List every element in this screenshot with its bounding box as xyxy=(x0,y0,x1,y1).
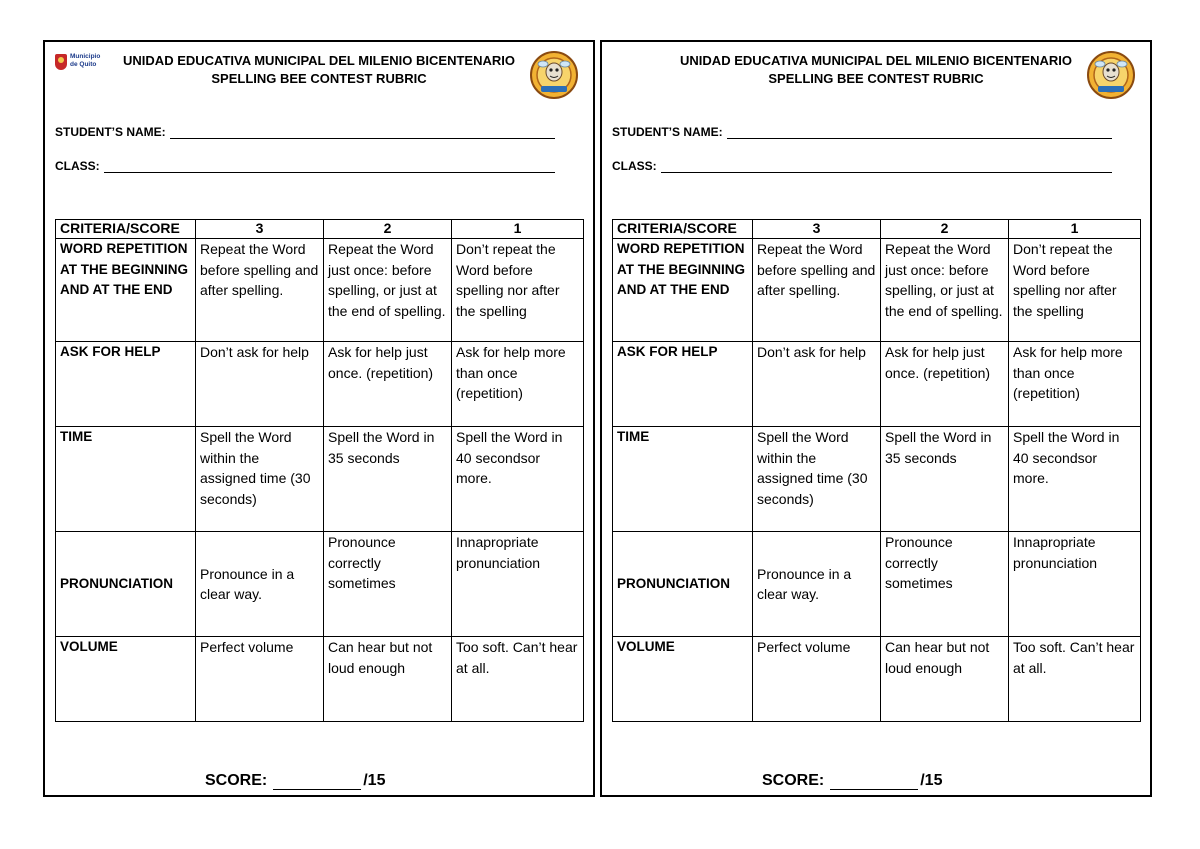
class-line[interactable] xyxy=(661,159,1112,173)
score-2-cell: Repeat the Word just once: before spelling, or just at the end of spelling. xyxy=(881,239,1009,342)
score-1-cell: Don’t repeat the Word before spelling nor after the spelling xyxy=(452,239,584,342)
score-2-cell: Can hear but not loud enough xyxy=(324,637,452,722)
score-2-cell: Ask for help just once. (repetition) xyxy=(324,342,452,427)
school-name: UNIDAD EDUCATIVA MUNICIPAL DEL MILENIO BICENTENARIO xyxy=(123,53,515,68)
criterion-cell: TIME xyxy=(613,427,753,532)
mascot-bee-icon xyxy=(529,50,579,100)
header-score-3: 3 xyxy=(753,220,881,239)
score-2-cell: Ask for help just once. (repetition) xyxy=(881,342,1009,427)
score-line[interactable] xyxy=(830,773,918,790)
score-3-cell: Repeat the Word before spelling and after spelling. xyxy=(753,239,881,342)
score-suffix: /15 xyxy=(363,772,386,789)
class-field[interactable] xyxy=(55,159,555,173)
page-title xyxy=(45,52,593,88)
score-field[interactable] xyxy=(205,772,385,790)
table-row xyxy=(613,637,1141,722)
score-3-cell: Perfect volume xyxy=(196,637,324,722)
table-row xyxy=(56,239,584,342)
score-1-cell: Too soft. Can’t hear at all. xyxy=(1009,637,1141,722)
header-score-3: 3 xyxy=(196,220,324,239)
class-label: CLASS: xyxy=(55,159,100,173)
class-label: CLASS: xyxy=(612,159,657,173)
score-1-cell: Too soft. Can’t hear at all. xyxy=(452,637,584,722)
criterion-cell: PRONUNCIATION xyxy=(613,532,753,637)
criterion-cell: WORD REPETITION AT THE BEGINNING AND AT THE END xyxy=(56,239,196,342)
score-3-cell: Spell the Word within the assigned time (30 seconds) xyxy=(753,427,881,532)
criterion-cell: ASK FOR HELP xyxy=(56,342,196,427)
score-field[interactable] xyxy=(762,772,942,790)
criterion-cell: ASK FOR HELP xyxy=(613,342,753,427)
student-name-label: STUDENT’S NAME: xyxy=(612,125,723,139)
header-score-2: 2 xyxy=(324,220,452,239)
header-criteria: CRITERIA/SCORE xyxy=(56,220,196,239)
table-row xyxy=(613,342,1141,427)
criterion-cell: VOLUME xyxy=(56,637,196,722)
table-header-row xyxy=(613,220,1141,239)
score-line[interactable] xyxy=(273,773,361,790)
score-3-cell: Don’t ask for help xyxy=(196,342,324,427)
score-2-cell: Spell the Word in 35 seconds xyxy=(881,427,1009,532)
logo-text-2: de Quito xyxy=(70,60,97,68)
score-3-cell: Spell the Word within the assigned time (30 seconds) xyxy=(196,427,324,532)
score-2-cell: Repeat the Word just once: before spelling, or just at the end of spelling. xyxy=(324,239,452,342)
table-row xyxy=(56,637,584,722)
score-1-cell: Spell the Word in 40 secondsor more. xyxy=(452,427,584,532)
rubric-table xyxy=(55,219,584,722)
table-row xyxy=(56,427,584,532)
rubric-title: SPELLING BEE CONTEST RUBRIC xyxy=(768,71,984,86)
class-field[interactable] xyxy=(612,159,1112,173)
score-3-cell: Repeat the Word before spelling and after spelling. xyxy=(196,239,324,342)
score-1-cell: Innapropriate pronunciation xyxy=(452,532,584,637)
student-name-line[interactable] xyxy=(727,125,1112,139)
header-score-2: 2 xyxy=(881,220,1009,239)
score-1-cell: Ask for help more than once (repetition) xyxy=(1009,342,1141,427)
criterion-cell: TIME xyxy=(56,427,196,532)
rubric-card-left xyxy=(43,40,595,797)
student-name-line[interactable] xyxy=(170,125,555,139)
score-2-cell: Spell the Word in 35 seconds xyxy=(324,427,452,532)
student-name-field[interactable] xyxy=(612,125,1112,139)
score-1-cell: Innapropriate pronunciation xyxy=(1009,532,1141,637)
score-2-cell: Can hear but not loud enough xyxy=(881,637,1009,722)
table-row xyxy=(613,239,1141,342)
header-score-1: 1 xyxy=(1009,220,1141,239)
score-3-cell: Pronounce in a clear way. xyxy=(753,532,881,637)
student-name-label: STUDENT’S NAME: xyxy=(55,125,166,139)
rubric-card-right xyxy=(600,40,1152,797)
table-row xyxy=(56,342,584,427)
page-title xyxy=(602,52,1150,88)
score-3-cell: Pronounce in a clear way. xyxy=(196,532,324,637)
table-row xyxy=(613,532,1141,637)
class-line[interactable] xyxy=(104,159,555,173)
score-3-cell: Don’t ask for help xyxy=(753,342,881,427)
criterion-cell: VOLUME xyxy=(613,637,753,722)
mascot-bee-icon xyxy=(1086,50,1136,100)
score-2-cell: Pronounce correctly sometimes xyxy=(881,532,1009,637)
score-suffix: /15 xyxy=(920,772,943,789)
logo-text-1: Municipio xyxy=(70,53,101,60)
score-1-cell: Spell the Word in 40 secondsor more. xyxy=(1009,427,1141,532)
header-criteria: CRITERIA/SCORE xyxy=(613,220,753,239)
table-row xyxy=(613,427,1141,532)
score-1-cell: Ask for help more than once (repetition) xyxy=(452,342,584,427)
score-label: SCORE: xyxy=(205,772,268,789)
table-row xyxy=(56,532,584,637)
score-label: SCORE: xyxy=(762,772,825,789)
school-name: UNIDAD EDUCATIVA MUNICIPAL DEL MILENIO BICENTENARIO xyxy=(680,53,1072,68)
table-header-row xyxy=(56,220,584,239)
score-1-cell: Don’t repeat the Word before spelling nor after the spelling xyxy=(1009,239,1141,342)
student-name-field[interactable] xyxy=(55,125,555,139)
criterion-cell: WORD REPETITION AT THE BEGINNING AND AT THE END xyxy=(613,239,753,342)
rubric-title: SPELLING BEE CONTEST RUBRIC xyxy=(211,71,427,86)
criterion-cell: PRONUNCIATION xyxy=(56,532,196,637)
rubric-table xyxy=(612,219,1141,722)
score-3-cell: Perfect volume xyxy=(753,637,881,722)
header-score-1: 1 xyxy=(452,220,584,239)
score-2-cell: Pronounce correctly sometimes xyxy=(324,532,452,637)
